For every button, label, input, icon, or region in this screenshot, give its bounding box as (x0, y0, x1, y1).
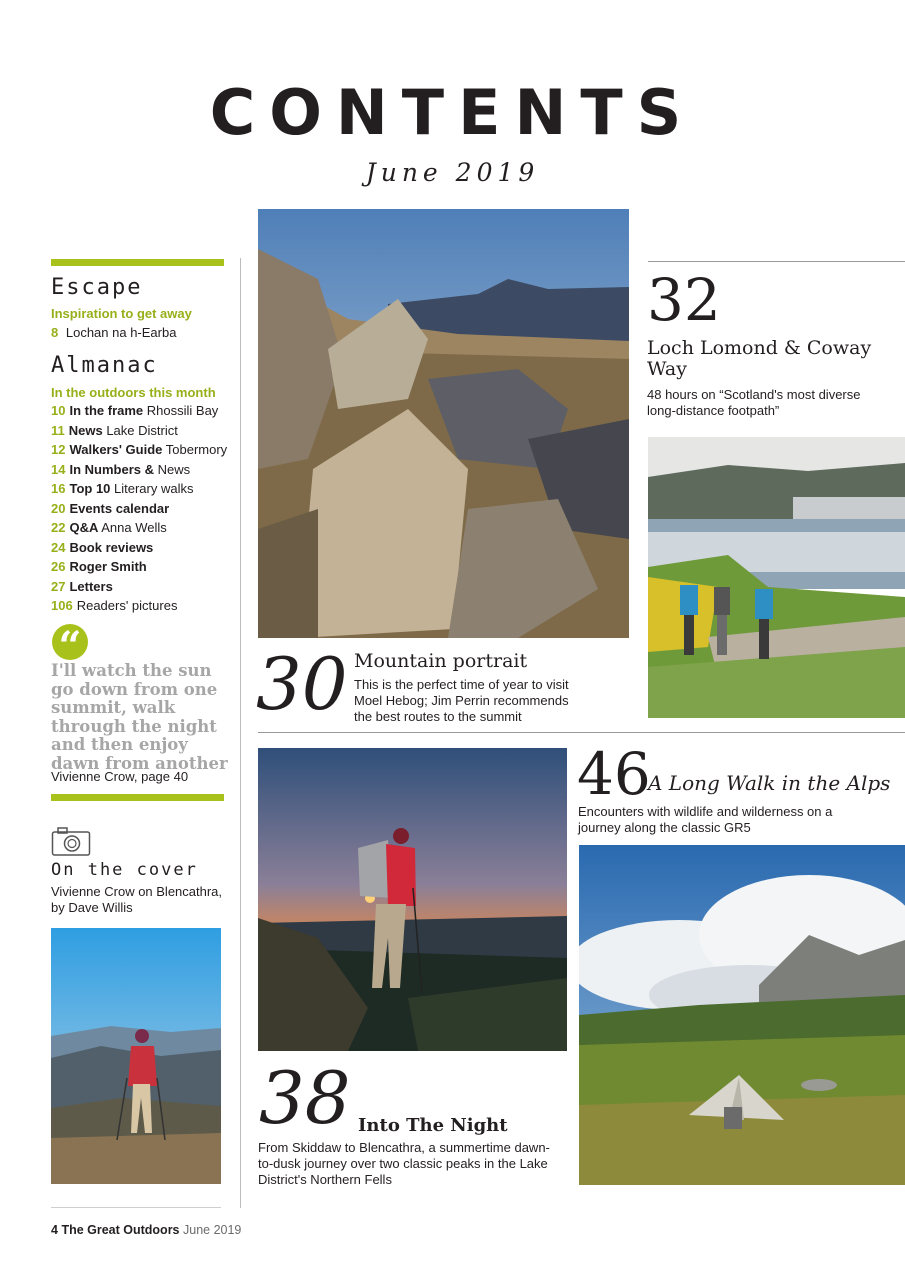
toc-item[interactable] (51, 421, 227, 441)
sidebar-divider (240, 258, 241, 1208)
toc-item-text: Lochan na h-Earba (65, 325, 177, 340)
alps-photo[interactable] (579, 845, 905, 1185)
toc-item-bold: In Numbers & (69, 461, 154, 477)
rule-middle (258, 732, 905, 733)
feature-description: 48 hours on “Scotland's most diverse long-distance footpath” (647, 387, 861, 418)
loch-lomond-photo[interactable] (648, 437, 905, 718)
feature-title[interactable]: Into The Night (358, 1115, 508, 1136)
toc-item-text: Tobermory (162, 442, 228, 457)
feature-title[interactable]: Loch Lomond & Coway Way (647, 337, 872, 380)
footer-magazine: The Great Outdoors (61, 1223, 180, 1237)
cover-photo[interactable] (51, 928, 221, 1184)
feature-page-number: 46 (577, 740, 651, 808)
toc-page-number: 24 (51, 539, 66, 555)
toc-item-text: Lake District (102, 422, 178, 438)
escape-list (51, 323, 176, 343)
feature-title[interactable]: Mountain portrait (354, 650, 528, 672)
almanac-heading: Almanac (51, 353, 158, 378)
toc-page-number: 26 (51, 559, 66, 574)
toc-item-bold: Walkers' Guide (69, 442, 163, 457)
toc-page-number: 12 (51, 442, 66, 457)
toc-item-bold: News (68, 422, 103, 438)
quote-bottom-bar (51, 794, 224, 801)
footer-issue: June 2019 (183, 1223, 242, 1237)
toc-item-bold: Events calendar (69, 500, 170, 516)
toc-item[interactable] (51, 596, 227, 616)
mountain-portrait-photo[interactable] (258, 209, 629, 638)
page-title: CONTENTS (209, 76, 696, 149)
toc-item-bold: Roger Smith (69, 559, 147, 574)
quote-attribution: Vivienne Crow, page 40 (51, 769, 189, 784)
feature-description: From Skiddaw to Blencathra, a summertime dawn-to-dusk journey over two classic peaks in the Lake District's Northern Fells (258, 1140, 550, 1187)
toc-item[interactable] (51, 557, 227, 577)
toc-item-text: Anna Wells (98, 520, 167, 535)
footer-rule (51, 1207, 221, 1208)
toc-page-number: 8 (51, 325, 59, 340)
issue-date: June 2019 (365, 158, 540, 187)
into-the-night-photo[interactable] (258, 748, 567, 1051)
feature-page-number: 38 (259, 1056, 351, 1140)
toc-item[interactable] (51, 401, 227, 421)
feature-description: Encounters with wildlife and wilderness on a journey along the classic GR5 (578, 804, 833, 835)
rule-top-right (648, 261, 905, 262)
toc-item[interactable] (51, 479, 227, 499)
camera-icon (51, 825, 91, 857)
toc-item[interactable] (51, 440, 227, 460)
pull-quote: I'll watch the sun go down from one summit, walk through the night and then enjoy dawn from another (51, 661, 228, 773)
cover-heading: On the cover (51, 860, 198, 880)
cover-caption: Vivienne Crow on Blencathra, by Dave Willis (51, 884, 223, 915)
toc-item-text: News (153, 461, 191, 477)
toc-page-number: 27 (51, 578, 66, 594)
escape-heading: Escape (51, 275, 143, 300)
toc-item[interactable] (51, 460, 227, 480)
quote-mark-icon: “ (52, 624, 88, 660)
toc-item-text: Rhossili Bay (143, 403, 219, 418)
toc-item-bold: Letters (69, 578, 113, 594)
toc-item[interactable] (51, 518, 227, 538)
toc-item-text: Literary walks (110, 481, 194, 496)
toc-page-number: 106 (51, 598, 73, 613)
toc-page-number: 14 (51, 461, 66, 477)
toc-item-bold: In the frame (69, 403, 144, 418)
almanac-list (51, 401, 227, 616)
feature-page-number: 30 (256, 642, 348, 726)
toc-item-bold: Book reviews (69, 539, 154, 555)
page-footer (51, 1223, 241, 1237)
toc-item-bold: Top 10 (69, 481, 111, 496)
feature-title[interactable]: A Long Walk in the Alps (648, 771, 891, 795)
sidebar-top-bar (51, 259, 224, 266)
almanac-kicker: In the outdoors this month (51, 385, 216, 400)
toc-page-number: 16 (51, 481, 66, 496)
feature-page-number: 32 (647, 266, 721, 334)
toc-page-number: 10 (51, 403, 66, 418)
toc-item[interactable] (51, 538, 227, 558)
toc-item-text: Readers' pictures (76, 598, 178, 613)
toc-item[interactable] (51, 499, 227, 519)
footer-page-number: 4 (51, 1223, 58, 1237)
toc-page-number: 20 (51, 500, 66, 516)
escape-kicker: Inspiration to get away (51, 306, 192, 321)
toc-item-bold: Q&A (69, 520, 99, 535)
toc-item[interactable] (51, 577, 227, 597)
toc-page-number: 22 (51, 520, 66, 535)
feature-description: This is the perfect time of year to visit Moel Hebog; Jim Perrin recommends the best routes to the summit (354, 677, 569, 724)
toc-item[interactable] (51, 323, 176, 343)
toc-page-number: 11 (51, 422, 65, 438)
